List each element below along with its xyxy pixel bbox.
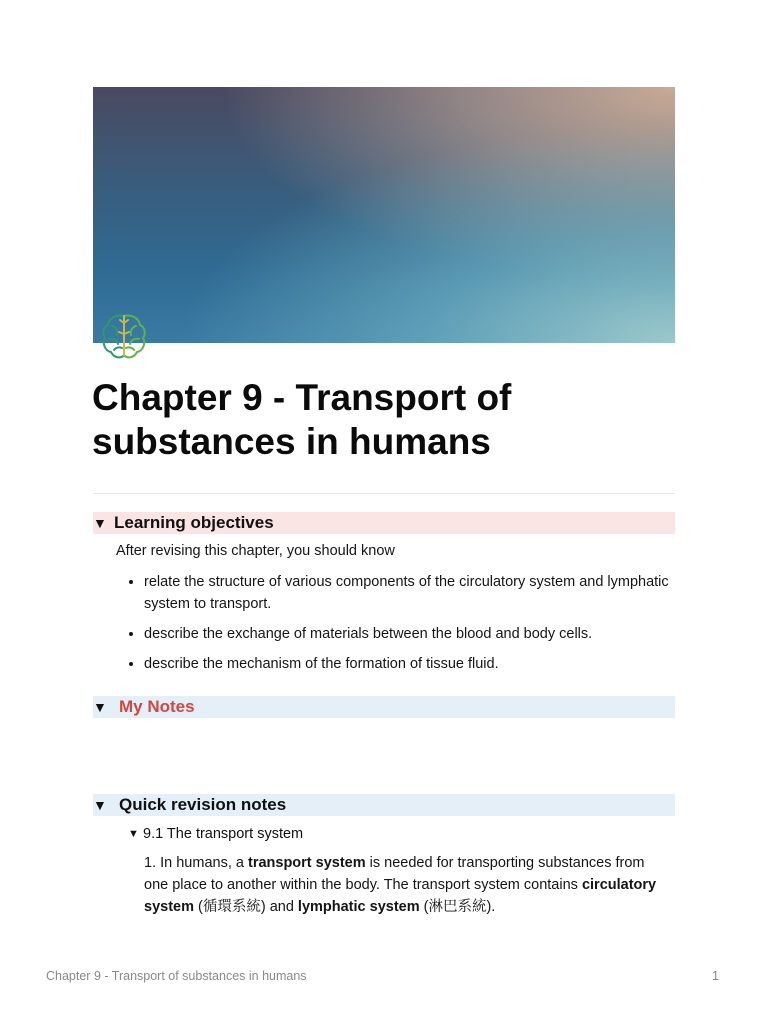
cover-image: [93, 87, 675, 343]
paragraph-text: is needed for transporting substances from one place to another within the body. The transport system contains: [144, 855, 645, 893]
brain-icon: [97, 310, 151, 364]
paragraph-text: (淋巴系統).: [419, 899, 496, 915]
term-circulatory-system: circulatory system: [144, 877, 657, 915]
page-number: 1: [712, 969, 719, 983]
revision-paragraph: [144, 852, 669, 918]
quick-revision-heading: Quick revision notes: [119, 795, 287, 814]
list-item: • describe the exchange of materials between the blood and body cells.: [144, 623, 684, 645]
term-lymphatic-system: lymphatic system: [297, 899, 420, 915]
paragraph-text: 1. In humans, a: [144, 855, 248, 871]
triangle-down-icon[interactable]: ▼: [93, 797, 107, 813]
footer-title: Chapter 9 - Transport of substances in humans: [46, 969, 307, 983]
toggle-quick-revision-notes[interactable]: [93, 794, 675, 816]
toggle-learning-objectives[interactable]: [93, 512, 675, 534]
page-title: Chapter 9 - Transport of substances in humans: [92, 377, 512, 462]
divider: [93, 493, 675, 494]
list-item: • relate the structure of various components of the circulatory system and lymphatic system to transport.: [144, 571, 684, 615]
learning-objectives-intro: After revising this chapter, you should know: [116, 543, 395, 559]
term-transport-system: transport system: [247, 855, 366, 871]
triangle-down-icon[interactable]: ▼: [93, 515, 107, 531]
subsection-heading: 9.1 The transport system: [143, 826, 304, 842]
triangle-down-icon[interactable]: ▼: [93, 699, 107, 715]
triangle-down-icon[interactable]: ▼: [128, 828, 139, 840]
toggle-my-notes[interactable]: [93, 696, 675, 718]
paragraph-text: (循環系統) and: [193, 899, 298, 915]
list-item: • describe the mechanism of the formation of tissue fluid.: [144, 653, 684, 675]
toggle-transport-system[interactable]: [128, 824, 303, 844]
objectives-list: [116, 571, 684, 683]
learning-objectives-heading: Learning objectives: [114, 513, 274, 532]
my-notes-heading: My Notes: [119, 697, 195, 716]
